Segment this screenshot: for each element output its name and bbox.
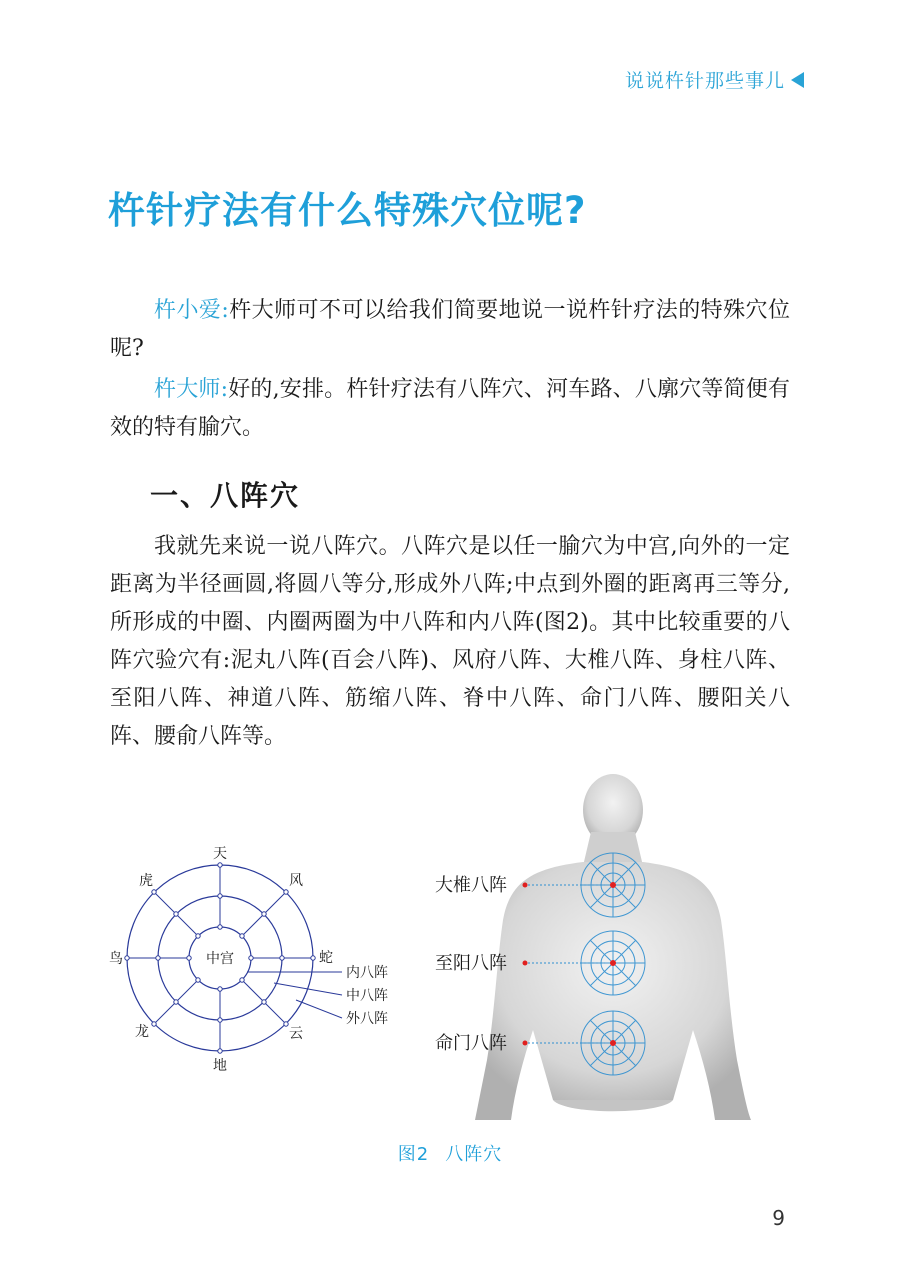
- ring-label-inner: 内八阵: [346, 965, 388, 981]
- ring-leaders: [247, 972, 342, 1018]
- direction-bottom: 地: [213, 1058, 227, 1074]
- label-mingmen: 命门八阵: [435, 1033, 507, 1054]
- bazhen-diagram: [100, 840, 400, 1080]
- ring-label-outer: 外八阵: [346, 1011, 388, 1027]
- direction-left: 鸟: [109, 951, 123, 967]
- section-heading: 一、八阵穴: [150, 479, 301, 512]
- running-header: [625, 66, 804, 93]
- dialogue-2: [110, 371, 790, 447]
- body-paragraph: 我就先来说一说八阵穴。八阵穴是以任一腧穴为中宫,向外的一定距离为半径画圆,将圆八等分,形成外八阵;中点到外圈的距离再三等分,所形成的中圈、内圈两圈为中八阵和内八阵(图2)。其中比较重要的八阵穴验穴有:泥丸八阵(百会八阵)、风府八阵、大椎八阵、身柱八阵、至阳八阵、神道八阵、筋缩八阵、脊中八阵、命门八阵、腰阳关八阵、腰俞八阵等。: [110, 534, 790, 749]
- label-zhiyang: 至阳八阵: [435, 953, 507, 974]
- speaker-label: 杵大师:: [154, 377, 228, 402]
- dialogue-1: [110, 292, 790, 368]
- page-title: 杵针疗法有什么特殊穴位呢?: [108, 189, 587, 232]
- running-header-title: 说说杵针那些事儿: [624, 70, 785, 92]
- direction-top-right: 风: [289, 873, 303, 889]
- direction-top: 天: [213, 846, 227, 862]
- dialogue-text: 好的,安排。杵针疗法有八阵穴、河车路、八廓穴等简便有效的特有腧穴。: [110, 377, 790, 440]
- direction-bottom-right: 云: [289, 1026, 303, 1042]
- center-label: 中宫: [206, 951, 234, 967]
- direction-bottom-left: 龙: [135, 1024, 149, 1040]
- back-illustration: [415, 770, 785, 1120]
- dialogue-text: 杵大师可不可以给我们简要地说一说杵针疗法的特殊穴位呢?: [110, 298, 790, 361]
- label-dazhui: 大椎八阵: [435, 875, 507, 896]
- page-number: 9: [772, 1206, 785, 1230]
- figure-caption: [0, 1140, 900, 1166]
- caption-number: 图2: [397, 1144, 430, 1165]
- speaker-label: 杵小爱:: [154, 298, 229, 323]
- ring-label-middle: 中八阵: [346, 988, 388, 1004]
- direction-right: 蛇: [319, 950, 333, 966]
- direction-top-left: 虎: [139, 873, 153, 889]
- triangle-left-icon: [791, 72, 804, 88]
- caption-text: 八阵穴: [445, 1144, 503, 1165]
